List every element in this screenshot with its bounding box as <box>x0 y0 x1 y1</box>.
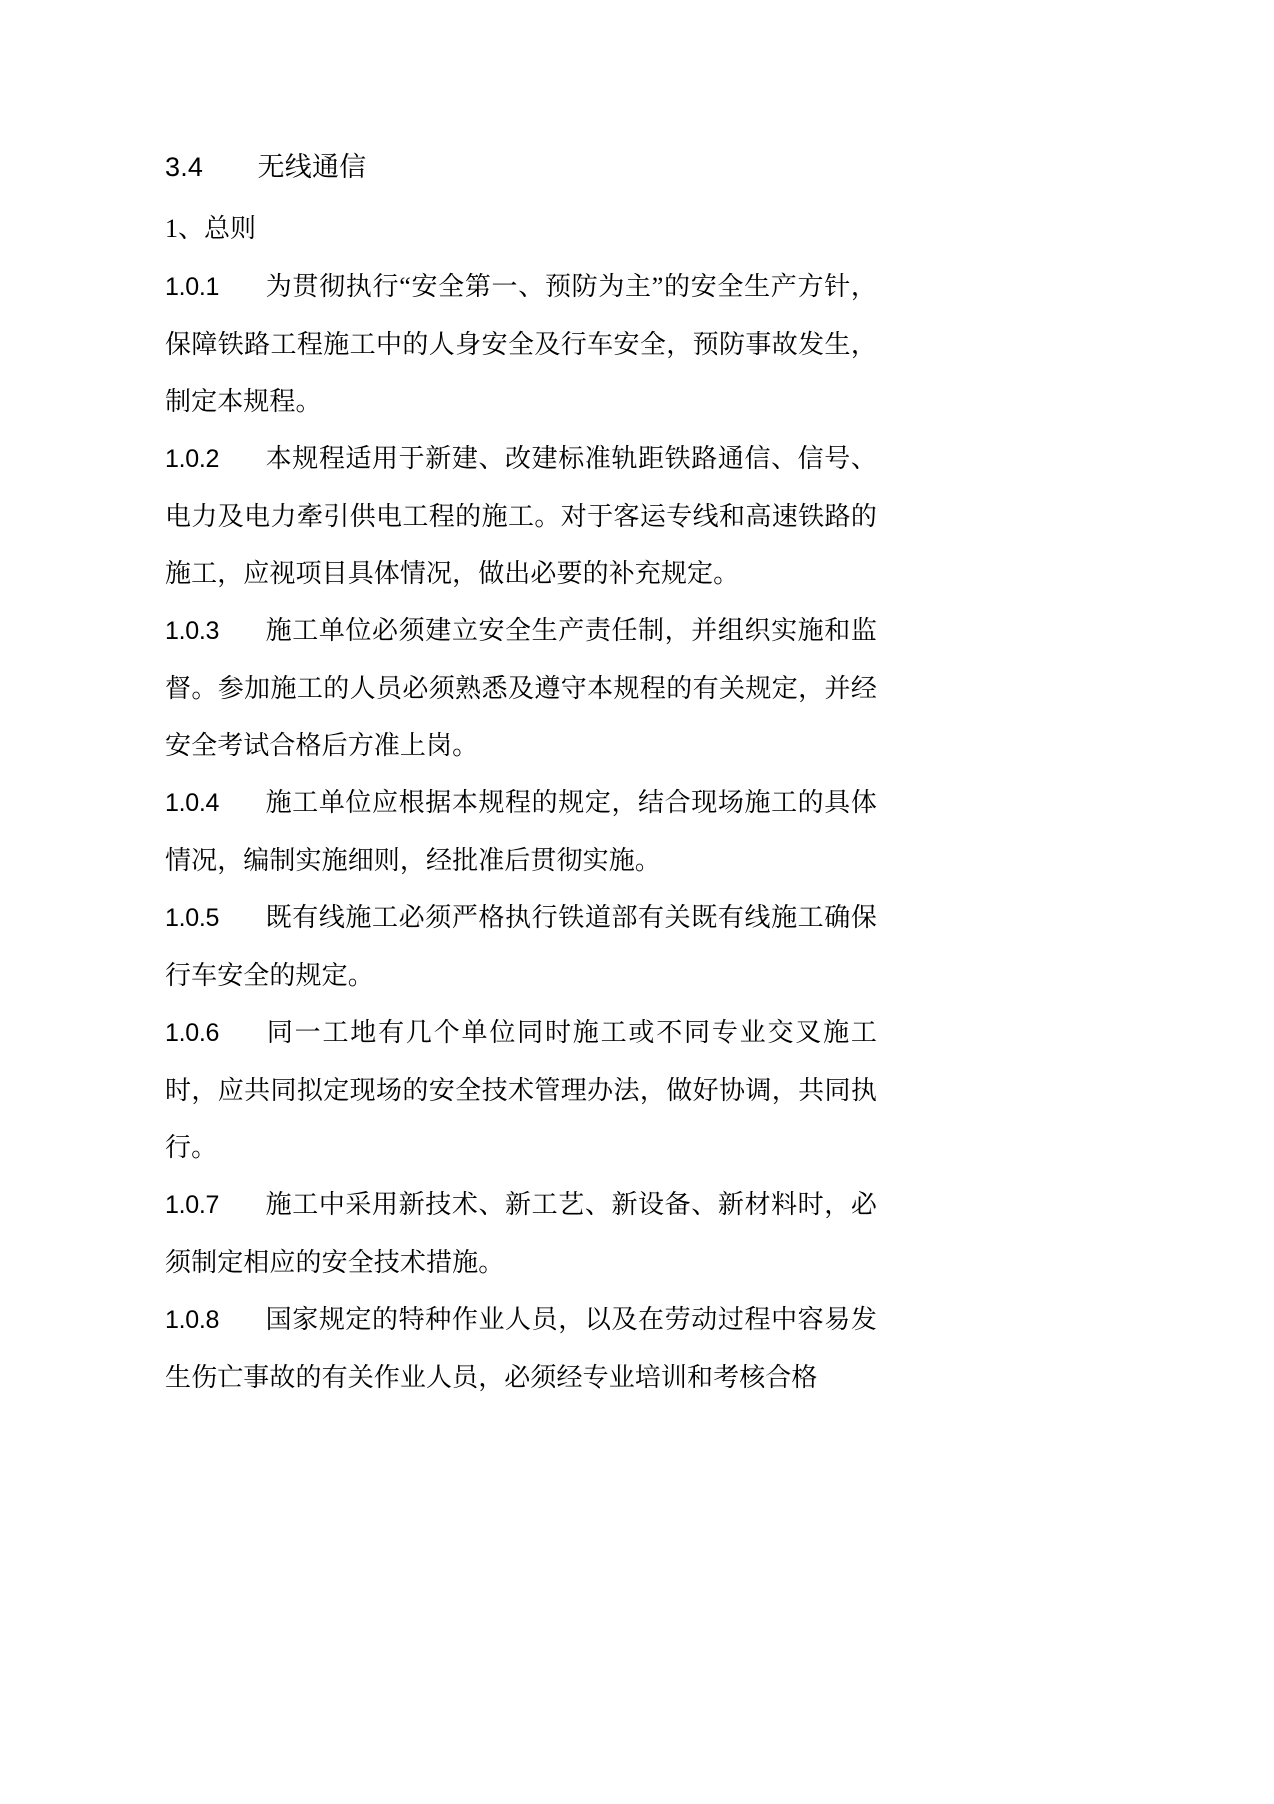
clause-1-0-2 <box>165 430 877 602</box>
clause-text: 施工单位必须建立安全生产责任制，并组织实施和监督。参加施工的人员必须熟悉及遵守本规程的有关规定，并经安全考试合格后方准上岗。 <box>165 616 877 760</box>
clause-text: 同一工地有几个单位同时施工或不同专业交叉施工时，应共同拟定现场的安全技术管理办法，做好协调，共同执行。 <box>165 1018 877 1162</box>
clause-number: 1.0.4 <box>165 789 220 817</box>
clause-1-0-5 <box>165 889 877 1004</box>
clause-number: 1.0.7 <box>165 1191 220 1219</box>
document-body <box>165 138 877 1406</box>
page-title-spacer <box>203 152 257 182</box>
clause-text: 国家规定的特种作业人员，以及在劳动过程中容易发生伤亡事故的有关作业人员，必须经专业培训和考核合格 <box>165 1305 877 1392</box>
clause-1-0-3 <box>165 602 877 774</box>
clause-number: 1.0.6 <box>165 1019 220 1047</box>
clause-text: 既有线施工必须严格执行铁道部有关既有线施工确保行车安全的规定。 <box>165 903 877 990</box>
clause-text: 为贯彻执行“安全第一、预防为主”的安全生产方针，保障铁路工程施工中的人身安全及行车安全，预防事故发生，制定本规程。 <box>165 272 877 416</box>
clause-number: 1.0.3 <box>165 617 220 645</box>
clause-text: 施工中采用新技术、新工艺、新设备、新材料时，必须制定相应的安全技术措施。 <box>165 1190 877 1277</box>
clause-1-0-1 <box>165 258 877 430</box>
clause-1-0-8 <box>165 1291 877 1406</box>
clause-number: 1.0.8 <box>165 1306 220 1334</box>
clause-1-0-4 <box>165 774 877 889</box>
clause-1-0-7 <box>165 1176 877 1291</box>
page-title-text: 无线通信 <box>257 152 367 182</box>
clause-number: 1.0.2 <box>165 445 220 473</box>
clause-text: 本规程适用于新建、改建标准轨距铁路通信、信号、电力及电力牽引供电工程的施工。对于客运专线和高速铁路的施工，应视项目具体情况，做出必要的补充规定。 <box>165 444 877 588</box>
page-title-number: 3.4 <box>165 152 204 182</box>
clause-number: 1.0.5 <box>165 904 220 932</box>
section-subheading: 1、总则 <box>165 214 257 243</box>
clause-1-0-6 <box>165 1004 877 1176</box>
page-title <box>165 138 877 196</box>
clause-number: 1.0.1 <box>165 273 220 301</box>
clause-text: 施工单位应根据本规程的规定，结合现场施工的具体情况，编制实施细则，经批准后贯彻实施。 <box>165 788 877 875</box>
